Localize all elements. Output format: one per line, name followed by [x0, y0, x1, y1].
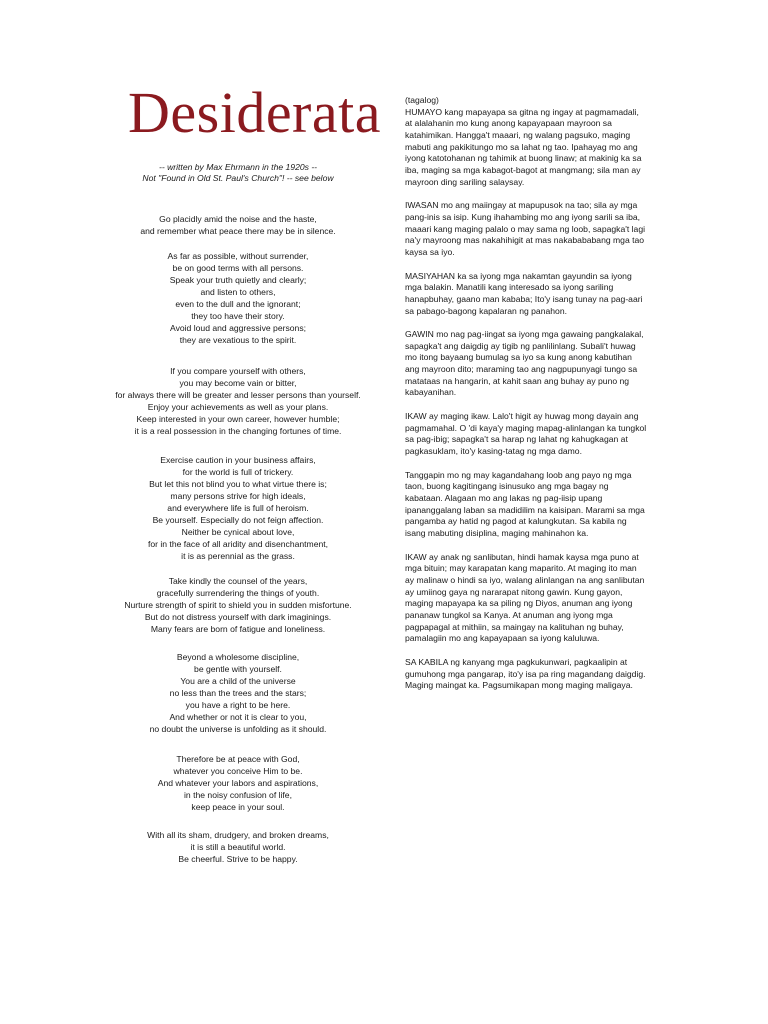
poem-line: no less than the trees and the stars; [169, 688, 307, 698]
stanza [100, 753, 376, 813]
poem-line: Nurture strength of spirit to shield you in sudden misfortune. [124, 600, 352, 610]
tagalog-paragraph: SA KABILA ng kanyang mga pagkukunwari, pagkaalipin at gumuhong mga pangarap, ito'y isa pa ring magandang daigdig. Maging maingat ka. Pagsumikapan mong maging maligaya. [405, 656, 646, 691]
poem-line: they are vexatious to the spirit. [179, 335, 297, 345]
stanza [100, 250, 376, 346]
poem-line: But let this not blind you to what virtue there is; [149, 479, 327, 489]
stanza [100, 213, 376, 237]
poem-line: But do not distress yourself with dark imaginings. [144, 612, 332, 622]
poem-line: for in the face of all aridity and disenchantment, [147, 539, 329, 549]
poem-line: no doubt the universe is unfolding as it should. [149, 724, 327, 734]
poem-line: whatever you conceive Him to be. [173, 766, 303, 776]
poem-line: many persons strive for high ideals, [170, 491, 306, 501]
poem-line: in the noisy confusion of life, [184, 790, 292, 800]
poem-line: for always there will be greater and lesser persons than yourself. [115, 390, 361, 400]
poem-line: you have a right to be here. [185, 700, 291, 710]
tagalog-paragraph: Tanggapin mo ng may kagandahang loob ang payo ng mga taon, buong kagitingang isinusuko ang mga bagay ng kabataan. Alagaan mo ang lakas ng pag-iisip upang ipananggalang laban sa madidilim na kaisipan. Marami sa mga pangamba ay hatid ng pagod at kalungkutan. Sa kabila ng isang mabuting disiplina, maging mahinahon ka. [405, 469, 645, 538]
poem-line: Many fears are born of fatigue and loneliness. [150, 624, 326, 634]
poem-line: keep peace in your soul. [191, 802, 285, 812]
poem-line: If you compare yourself with others, [170, 366, 306, 376]
poem-line: Be yourself. Especially do not feign affection. [152, 515, 324, 525]
poem-line: Therefore be at peace with God, [176, 754, 300, 764]
tagalog-paragraph: IWASAN mo ang maiingay at mapupusok na tao; sila ay mga pang-inis sa isip. Kung ihahambing mo ang iyong sarili sa iba, maaari kang maging palalo o may sama ng loob, sapagka't lagi na'y mayroong mas nakahihigit at mas nakabababang mga tao kaysa sa iyo. [405, 200, 646, 257]
tagalog-label: (tagalog) [405, 95, 439, 105]
poem-line: and remember what peace there may be in silence. [140, 226, 336, 236]
poem-line: and everywhere life is full of heroism. [167, 503, 309, 513]
poem-line: you may become vain or bitter, [179, 378, 297, 388]
stanza [100, 365, 376, 437]
poem-line: Speak your truth quietly and clearly; [169, 275, 307, 285]
tagalog-column [405, 95, 647, 704]
tagalog-paragraph: GAWIN mo nag pag-iingat sa iyong mga gawaing pangkalakal, sapagka't ang daigdig ay tigib ng panlilinlang. Subali't huwag mo itong bayaang bumulag sa iyo sa kung anong kabutihan ang mayroon dito; maraming tao ang nagpupunyagi tungo sa matataas na hangarin, at kahit saan ang buhay ay puno ng kabayanihan. [405, 329, 644, 398]
poem-line: Neither be cynical about love, [181, 527, 295, 537]
byline-line: -- written by Max Ehrmann in the 1920s -- [158, 162, 318, 172]
poem-line: even to the dull and the ignorant; [175, 299, 301, 309]
tagalog-paragraph: HUMAYO kang mapayapa sa gitna ng ingay at pagmamadali, at alalahanin mo kung anong kapayapaan mayroon sa katahimikan. Hangga't maaari, ng walang pagsuko, maging mabuti ang pakikitungo mo sa lahat ng tao. Ipahayag mo ang iyong katotohanan ng tahimik at buong linaw; at makinig ka sa iba, maging sa mga kabagot-bagot at mangmang; sila man ay mayroon ding sariling salaysay. [405, 106, 642, 187]
stanza [100, 829, 376, 865]
byline [100, 162, 376, 184]
byline-line: Not "Found in Old St. Paul's Church"! -- see below [142, 173, 334, 183]
poem-line: And whether or not it is clear to you, [169, 712, 307, 722]
poem-line: Take kindly the counsel of the years, [168, 576, 308, 586]
poem-line: You are a child of the universe [180, 676, 296, 686]
poem-line: Be cheerful. Strive to be happy. [178, 854, 298, 864]
poem-line: Keep interested in your own career, however humble; [136, 414, 340, 424]
poem-line: gracefully surrendering the things of youth. [156, 588, 320, 598]
poem-line: they too have their story. [191, 311, 285, 321]
poem-line: Exercise caution in your business affairs, [160, 455, 316, 465]
poem-line: With all its sham, drudgery, and broken dreams, [147, 830, 329, 840]
stanza [100, 651, 376, 735]
poem-line: it is a real possession in the changing fortunes of time. [134, 426, 342, 436]
poem-line: Enjoy your achievements as well as your plans. [147, 402, 329, 412]
page-title: Desiderata [128, 80, 381, 145]
poem-line: be on good terms with all persons. [172, 263, 304, 273]
tagalog-paragraph: IKAW ay anak ng sanlibutan, hindi hamak kaysa mga puno at mga bituin; may karapatan kang maparito. At maging ito man ay malinaw o hindi sa iyo, walang alinlangan na ang sanlibutan ay umiinog gaya ng nararapat nitong gawin. Kung gayon, maging mapayapa ka sa piling ng Diyos, anuman ang iyong pananaw tungkol sa Kanya. At anuman ang iyong mga pagpapagal at mithiin, sa maingay na kalituhan ng buhay, pamalagiin mo ang kapayapaan sa iyong kaluluwa. [405, 551, 645, 644]
english-column [100, 80, 381, 877]
poem-line: it is as perennial as the grass. [181, 551, 295, 561]
stanza [100, 575, 376, 635]
poem-line: Avoid loud and aggressive persons; [170, 323, 306, 333]
poem-line: and listen to others, [200, 287, 276, 297]
tagalog-paragraph: MASIYAHAN ka sa iyong mga nakamtan gayundin sa iyong mga balakin. Manatili kang interesado sa iyong sariling hanapbuhay, gaano man kababa; Ito'y isang tunay na pag-aari sa pabago-bagong kapalaran ng panahon. [405, 270, 643, 316]
poem-line: for the world is full of trickery. [182, 467, 294, 477]
poem-line: Beyond a wholesome discipline, [176, 652, 300, 662]
poem-line: Go placidly amid the noise and the haste, [159, 214, 317, 224]
poem-line: And whatever your labors and aspirations, [157, 778, 319, 788]
poem-line: As far as possible, without surrender, [167, 251, 309, 261]
tagalog-paragraph: IKAW ay maging ikaw. Lalo't higit ay huwag mong dayain ang pagmamahal. O 'di kaya'y maging mapag-alinlangan ka tungkol sa pag-ibig; sapagka't sa harap ng lahat ng kahugkagan at pagkasuklam, ito'y kasing-tatag ng mga damo. [405, 411, 647, 457]
stanza [100, 454, 376, 562]
poem-line: be gentle with yourself. [194, 664, 282, 674]
poem-line: it is still a beautiful world. [190, 842, 286, 852]
